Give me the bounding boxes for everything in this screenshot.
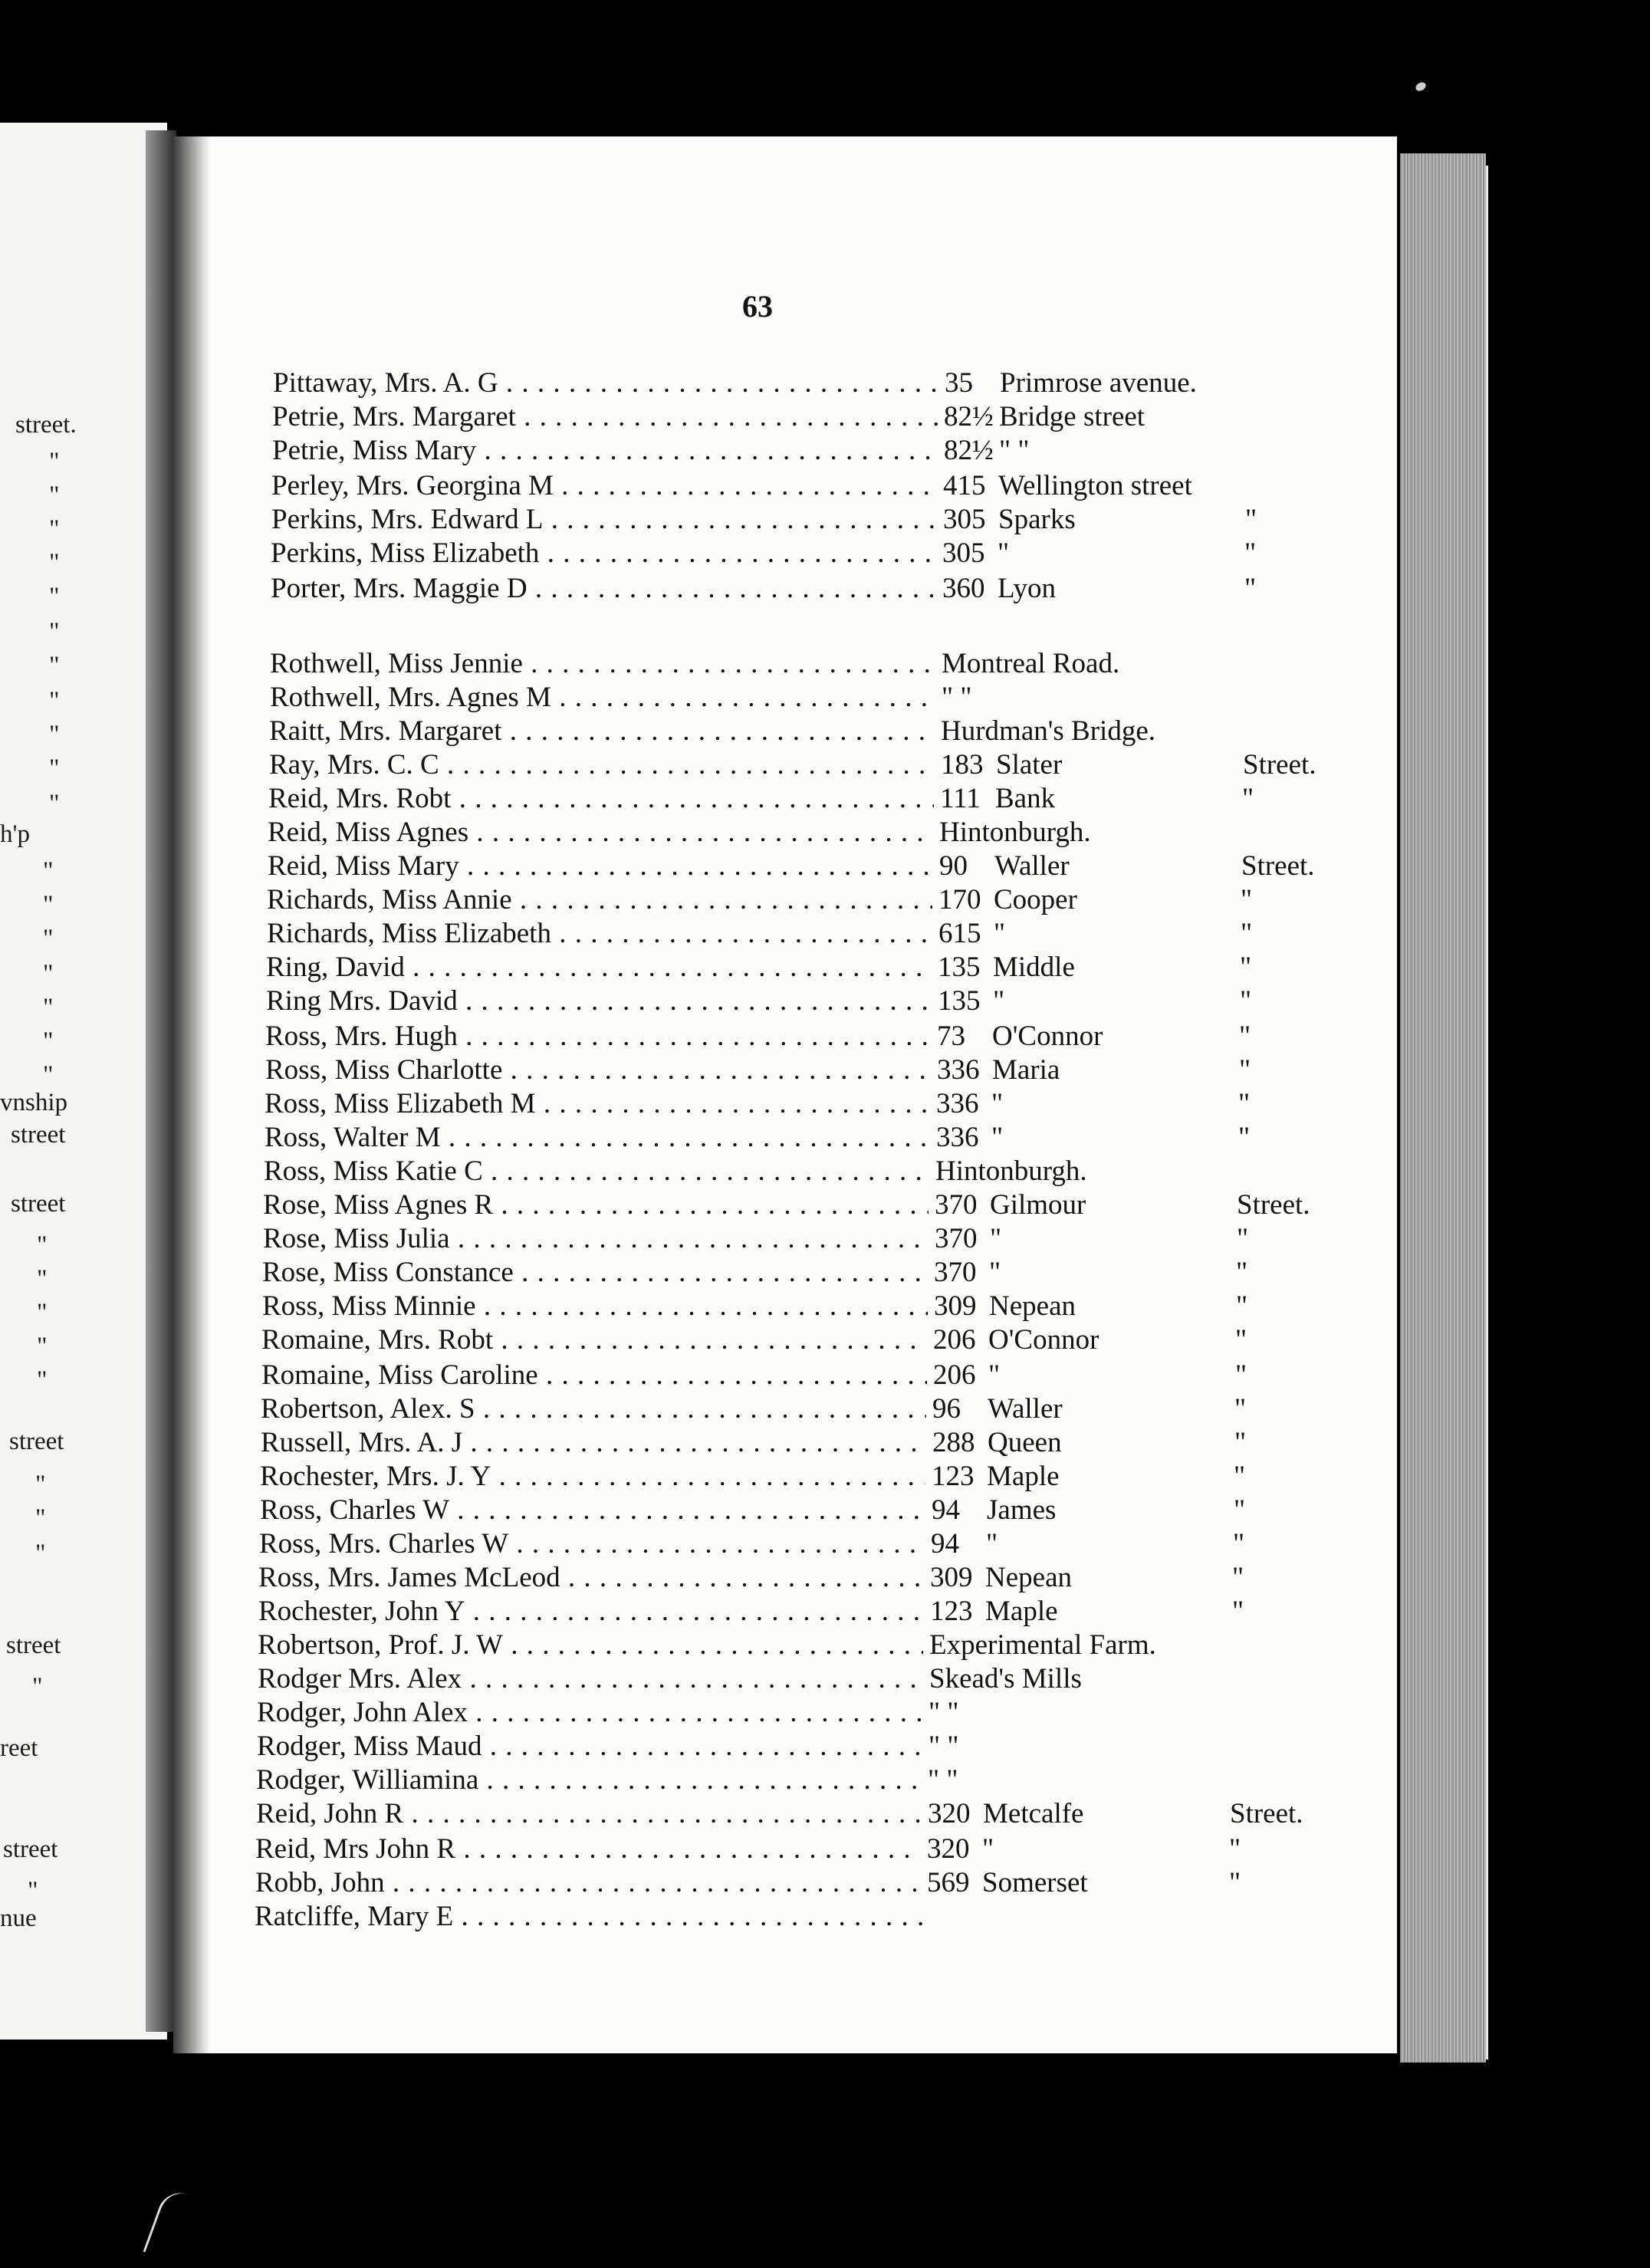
entry-house-number: 82½ bbox=[938, 434, 1005, 468]
left-page-fragment: street bbox=[6, 1632, 61, 1659]
entry-name: Rodger, Miss Maud . . . bbox=[257, 1730, 932, 1763]
entry-name: Rose, Miss Constance . . . bbox=[262, 1256, 937, 1290]
entry-street: Hurdman's Bridge. bbox=[935, 715, 1155, 748]
entry-name: Reid, Mrs. Robt . . . bbox=[268, 782, 943, 816]
entry-house-number: 309 bbox=[928, 1290, 995, 1323]
entry-street-suffix: " bbox=[1234, 1393, 1247, 1425]
entry-street-suffix: " bbox=[1233, 1528, 1245, 1560]
entry-house-number: 320 bbox=[921, 1832, 988, 1866]
entry-street: Nepean bbox=[989, 1290, 1076, 1322]
left-page-fragment: street bbox=[11, 1121, 66, 1149]
entry-name: Petrie, Mrs. Margaret . . . bbox=[272, 400, 947, 434]
entry-house-number: 370 bbox=[928, 1256, 995, 1290]
left-page-fragment: " bbox=[49, 549, 60, 577]
left-page-fragment: " bbox=[49, 754, 60, 782]
entry-house-number: 309 bbox=[924, 1561, 991, 1595]
entry-street: Wellington street bbox=[998, 470, 1192, 501]
entry-name: Rochester, Mrs. J. Y . . . bbox=[260, 1460, 935, 1494]
left-page-fragment: " bbox=[49, 618, 60, 646]
entry-street-suffix: " bbox=[1232, 1562, 1244, 1593]
entry-street: Hintonburgh. bbox=[933, 816, 1091, 850]
entry-street: Gilmour bbox=[990, 1189, 1086, 1221]
entry-name: Ross, Walter M . . . bbox=[265, 1121, 939, 1155]
entry-street-suffix: " bbox=[1236, 1290, 1248, 1322]
left-page-fragment: " bbox=[43, 994, 54, 1021]
entry-house-number: 94 bbox=[925, 1527, 992, 1561]
entry-house-number: 370 bbox=[929, 1222, 996, 1256]
entry-house-number: 615 bbox=[932, 917, 1000, 951]
left-page-fragment: " bbox=[49, 482, 60, 509]
entry-street: " bbox=[993, 985, 1005, 1017]
left-page-fragment: " bbox=[37, 1366, 48, 1394]
entry-house-number: 135 bbox=[932, 984, 999, 1018]
left-page-fragment: h'p bbox=[0, 820, 30, 848]
entry-street: Middle bbox=[993, 952, 1075, 983]
main-gutter bbox=[173, 136, 210, 2053]
entry-house-number: 360 bbox=[936, 572, 1004, 606]
entry-street: Bridge street bbox=[999, 401, 1145, 432]
entry-street: Primrose avenue. bbox=[1000, 367, 1197, 399]
entry-street: Lyon bbox=[998, 573, 1057, 604]
left-page-fragment: " bbox=[49, 448, 60, 475]
left-page-fragment: " bbox=[43, 1027, 54, 1055]
entry-house-number: 183 bbox=[935, 748, 1002, 782]
entry-street: Metcalfe bbox=[983, 1798, 1084, 1829]
left-page-fragment: street bbox=[3, 1836, 58, 1863]
entry-street-suffix: " bbox=[1229, 1867, 1241, 1898]
entry-street: Skead's Mills bbox=[923, 1662, 1082, 1696]
entry-house-number: 305 bbox=[937, 503, 1004, 537]
entry-house-number: 90 bbox=[933, 850, 1001, 883]
entry-name: Rodger Mrs. Alex . . . bbox=[258, 1662, 932, 1696]
left-gutter bbox=[146, 130, 176, 2032]
entry-street: O'Connor bbox=[988, 1324, 1099, 1356]
entry-street: " " bbox=[935, 681, 971, 715]
entry-name: Pittaway, Mrs. A. G . . . bbox=[273, 366, 948, 400]
entry-house-number: 305 bbox=[936, 537, 1004, 570]
entry-street: " " bbox=[922, 1696, 958, 1730]
entry-street: Slater bbox=[996, 749, 1063, 781]
left-page-fragment: " bbox=[43, 960, 54, 988]
left-page-fragment: " bbox=[49, 515, 60, 543]
left-page-fragment: " bbox=[49, 583, 60, 610]
entry-house-number: 123 bbox=[925, 1460, 993, 1494]
entry-street: O'Connor bbox=[992, 1021, 1103, 1052]
entry-name: Perkins, Mrs. Edward L . . . bbox=[271, 503, 946, 537]
entry-house-number: 206 bbox=[927, 1359, 994, 1392]
entry-street: Experimental Farm. bbox=[923, 1629, 1156, 1662]
entry-street: " bbox=[998, 537, 1010, 569]
entry-name: Richards, Miss Annie . . . bbox=[267, 883, 942, 917]
entry-name: Ratcliffe, Mary E . . . bbox=[255, 1900, 929, 1934]
entry-name: Richards, Miss Elizabeth . . . bbox=[267, 917, 942, 951]
page-edge bbox=[1400, 153, 1486, 2063]
entry-street-suffix: " bbox=[1242, 783, 1254, 814]
left-page-fragment: " bbox=[35, 1504, 46, 1532]
entry-name: Reid, Mrs John R . . . bbox=[255, 1832, 930, 1866]
entry-street: Nepean bbox=[985, 1562, 1072, 1593]
entry-house-number: 35 bbox=[938, 366, 1006, 400]
entry-name: Ring Mrs. David . . . bbox=[266, 984, 941, 1018]
page-number: 63 bbox=[742, 289, 773, 324]
entry-name: Rodger, John Alex . . . bbox=[257, 1696, 932, 1730]
entry-house-number: 336 bbox=[931, 1053, 998, 1087]
entry-house-number: 206 bbox=[927, 1323, 994, 1357]
entry-house-number: 569 bbox=[921, 1866, 988, 1900]
entry-street: " bbox=[991, 1122, 1004, 1153]
entry-street: Waller bbox=[988, 1393, 1063, 1425]
entry-name: Reid, Miss Agnes . . . bbox=[268, 816, 942, 850]
entry-name: Raitt, Mrs. Margaret . . . bbox=[269, 715, 944, 748]
entry-name: Robb, John . . . bbox=[255, 1866, 930, 1900]
entry-house-number: 288 bbox=[926, 1426, 994, 1460]
entry-street: Maple bbox=[985, 1596, 1058, 1627]
left-page-fragment: " bbox=[37, 1299, 48, 1326]
entry-house-number: 370 bbox=[929, 1188, 996, 1222]
entry-house-number: 73 bbox=[931, 1020, 998, 1053]
left-page-fragment: " bbox=[43, 1061, 54, 1089]
entry-street: Maria bbox=[992, 1054, 1060, 1086]
entry-street: " " bbox=[999, 435, 1030, 466]
entry-street-suffix: " bbox=[1244, 537, 1257, 569]
entry-street-suffix: " bbox=[1240, 952, 1252, 983]
left-page-fragment: nue bbox=[0, 1905, 37, 1932]
entry-street: " bbox=[988, 1359, 1001, 1391]
entry-house-number: 96 bbox=[926, 1392, 994, 1426]
entry-name: Petrie, Miss Mary . . . bbox=[272, 434, 947, 468]
entry-street: " bbox=[982, 1833, 994, 1865]
entry-name: Reid, Miss Mary . . . bbox=[268, 850, 942, 883]
entry-house-number: 170 bbox=[932, 883, 1000, 917]
entry-street-suffix: " bbox=[1238, 1088, 1251, 1119]
entry-street: " bbox=[994, 918, 1006, 949]
entry-house-number: 123 bbox=[924, 1595, 991, 1629]
entry-street: Somerset bbox=[982, 1867, 1088, 1898]
entry-house-number: 320 bbox=[922, 1797, 989, 1831]
entry-street-suffix: " bbox=[1229, 1833, 1241, 1865]
entry-street-suffix: Street. bbox=[1241, 850, 1315, 882]
entry-street: Queen bbox=[988, 1427, 1062, 1458]
entry-name: Ray, Mrs. C. C . . . bbox=[269, 748, 944, 782]
entry-street: " " bbox=[922, 1763, 958, 1797]
entry-name: Ross, Mrs. Hugh . . . bbox=[265, 1020, 940, 1053]
left-page-fragment: " bbox=[49, 652, 60, 679]
entry-street-suffix: Street. bbox=[1230, 1798, 1303, 1829]
entry-name: Rodger, Williamina . . . bbox=[256, 1763, 931, 1797]
left-page-fragment: " bbox=[43, 925, 54, 952]
entry-name: Rothwell, Mrs. Agnes M . . . bbox=[270, 681, 945, 715]
entry-name: Reid, John R . . . bbox=[256, 1797, 931, 1831]
entry-house-number: 94 bbox=[925, 1494, 993, 1527]
entry-house-number: 336 bbox=[930, 1121, 998, 1155]
scribble-mark bbox=[143, 2187, 212, 2268]
entry-street-suffix: Street. bbox=[1243, 749, 1316, 781]
entry-street: Montreal Road. bbox=[935, 647, 1119, 681]
left-page-fragment: " bbox=[43, 891, 54, 919]
entry-street-suffix: " bbox=[1239, 1021, 1251, 1052]
entry-street-suffix: " bbox=[1236, 1257, 1248, 1288]
entry-name: Ross, Miss Elizabeth M . . . bbox=[265, 1087, 939, 1121]
entry-name: Ross, Miss Katie C . . . bbox=[264, 1155, 938, 1188]
left-page-fragment: " bbox=[49, 687, 60, 715]
entry-street: " bbox=[989, 1257, 1001, 1288]
left-page-fragment: " bbox=[49, 721, 60, 748]
entry-street: Cooper bbox=[994, 884, 1077, 915]
entry-street-suffix: " bbox=[1235, 1359, 1247, 1391]
page-edge-highlight bbox=[1486, 166, 1488, 2059]
entry-name: Ring, David . . . bbox=[266, 951, 941, 984]
entry-street-suffix: " bbox=[1234, 1427, 1247, 1458]
left-page-fragment: " bbox=[49, 790, 60, 817]
entry-name: Romaine, Mrs. Robt . . . bbox=[261, 1323, 936, 1357]
entry-name: Russell, Mrs. A. J . . . bbox=[261, 1426, 935, 1460]
entry-street-suffix: " bbox=[1235, 1324, 1247, 1356]
entry-name: Robertson, Prof. J. W . . . bbox=[258, 1629, 932, 1662]
entry-street-suffix: " bbox=[1244, 573, 1257, 604]
entry-street-suffix: " bbox=[1238, 1122, 1251, 1153]
corner-mark bbox=[1414, 81, 1427, 93]
entry-street: Maple bbox=[987, 1461, 1060, 1492]
left-page-fragment: street bbox=[9, 1428, 64, 1455]
left-page-fragment: " bbox=[37, 1333, 48, 1360]
entry-street: " bbox=[991, 1088, 1004, 1119]
entry-house-number: 415 bbox=[937, 469, 1004, 503]
entry-name: Ross, Mrs. James McLeod . . . bbox=[258, 1561, 933, 1595]
entry-name: Rose, Miss Julia . . . bbox=[263, 1222, 938, 1256]
entry-street-suffix: " bbox=[1234, 1461, 1246, 1492]
left-page-fragment: reet bbox=[0, 1734, 38, 1762]
left-page-fragment: street bbox=[11, 1190, 66, 1218]
entry-street: " " bbox=[922, 1730, 958, 1763]
entry-street: Waller bbox=[994, 850, 1070, 882]
entry-street-suffix: " bbox=[1241, 884, 1253, 915]
entry-street-suffix: " bbox=[1232, 1596, 1244, 1627]
left-page-fragment: vnship bbox=[0, 1089, 68, 1116]
entry-street-suffix: " bbox=[1241, 918, 1253, 949]
entry-street: " bbox=[990, 1223, 1002, 1254]
entry-name: Perkins, Miss Elizabeth . . . bbox=[271, 537, 945, 570]
entry-street-suffix: " bbox=[1245, 504, 1257, 535]
entry-house-number: 82½ bbox=[938, 400, 1005, 434]
entry-name: Ross, Mrs. Charles W . . . bbox=[259, 1527, 934, 1561]
entry-street: " bbox=[986, 1528, 998, 1560]
left-page-fragment: " bbox=[28, 1877, 38, 1905]
entry-name: Ross, Miss Charlotte . . . bbox=[265, 1053, 940, 1087]
left-page-fragment: " bbox=[37, 1231, 48, 1259]
entry-name: Rothwell, Miss Jennie . . . bbox=[270, 647, 945, 681]
entry-street-suffix: " bbox=[1237, 1223, 1249, 1254]
entry-street-suffix: " bbox=[1234, 1494, 1246, 1526]
left-page-fragment: " bbox=[37, 1265, 48, 1293]
entry-street: Sparks bbox=[998, 504, 1076, 535]
entry-name: Perley, Mrs. Georgina M . . . bbox=[271, 469, 946, 503]
left-page-fragment: " bbox=[43, 857, 54, 885]
left-page-fragment: street. bbox=[15, 411, 77, 439]
entry-street: Bank bbox=[995, 783, 1056, 814]
entry-name: Robertson, Alex. S . . . bbox=[261, 1392, 935, 1426]
entry-name: Rochester, John Y . . . bbox=[258, 1595, 933, 1629]
entry-street-suffix: Street. bbox=[1237, 1189, 1310, 1221]
entry-street-suffix: " bbox=[1239, 1054, 1251, 1086]
entry-name: Ross, Charles W . . . bbox=[260, 1494, 935, 1527]
entry-street-suffix: " bbox=[1240, 985, 1252, 1017]
left-page-fragment: " bbox=[35, 1471, 46, 1498]
entry-name: Rose, Miss Agnes R . . . bbox=[263, 1188, 938, 1222]
entry-street: Hintonburgh. bbox=[929, 1155, 1087, 1188]
entry-name: Ross, Miss Minnie . . . bbox=[262, 1290, 937, 1323]
entry-name: Romaine, Miss Caroline . . . bbox=[261, 1359, 936, 1392]
entry-street: James bbox=[987, 1494, 1057, 1526]
entry-house-number: 135 bbox=[932, 951, 999, 984]
left-page-fragment: " bbox=[35, 1540, 46, 1567]
entry-house-number: 336 bbox=[930, 1087, 998, 1121]
entry-house-number: 111 bbox=[934, 782, 1001, 816]
entry-name: Porter, Mrs. Maggie D . . . bbox=[271, 572, 945, 606]
left-page-fragment: " bbox=[32, 1673, 43, 1701]
